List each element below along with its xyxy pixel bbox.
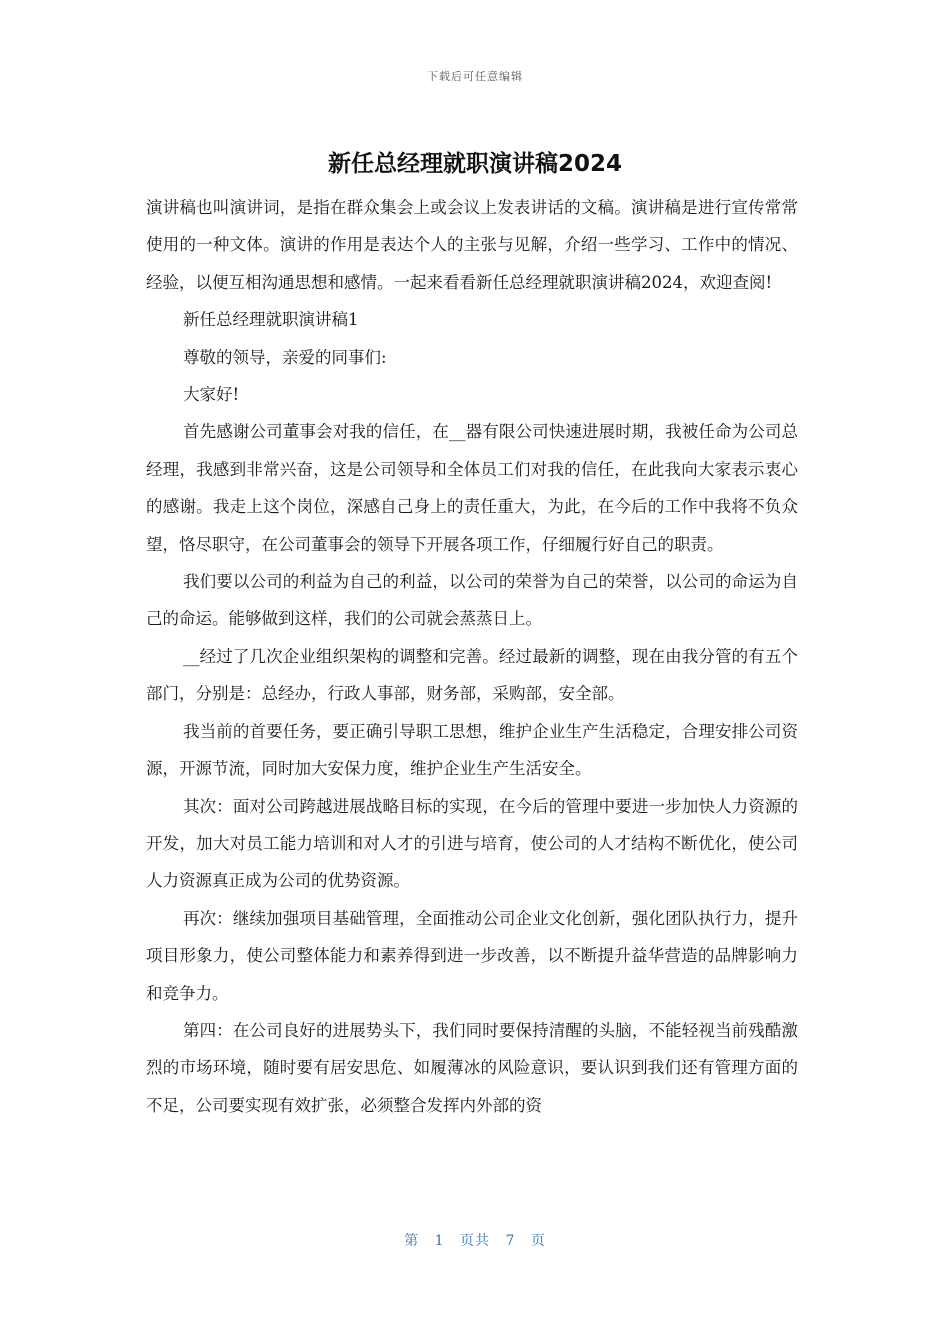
page-footer: [0, 1230, 950, 1250]
page-header-note: 下载后可任意编辑: [427, 70, 523, 83]
document-title: 新任总经理就职演讲稿2024: [327, 151, 622, 177]
intro-paragraph: 演讲稿也叫演讲词，是指在群众集会上或会议上发表讲话的文稿。演讲稿是进行宣传常常使用的一种文体。演讲的作用是表达个人的主张与见解，介绍一些学习、工作中的情况、经验，以便互相沟通思想和感情。一起来看看新任总经理就职演讲稿2024，欢迎查阅!: [146, 198, 798, 292]
body-paragraph: __经过了几次企业组织架构的调整和完善。经过最新的调整，现在由我分管的有五个部门，分别是：总经办，行政人事部，财务部，采购部，安全部。: [146, 646, 798, 704]
page-label-prefix: 第: [404, 1233, 420, 1249]
document-body: [146, 189, 798, 1124]
greeting: 大家好!: [183, 385, 240, 405]
body-paragraph: 我当前的首要任务，要正确引导职工思想，维护企业生产生活稳定，合理安排公司资源，开源节流，同时加大安保力度，维护企业生产生活安全。: [146, 721, 798, 779]
body-paragraph: 再次：继续加强项目基础管理，全面推动公司企业文化创新，强化团队执行力，提升项目形象力，使公司整体能力和素养得到进一步改善，以不断提升益华营造的品牌影响力和竞争力。: [146, 908, 798, 1003]
body-paragraph: 首先感谢公司董事会对我的信任，在__器有限公司快速进展时期，我被任命为公司总经理，我感到非常兴奋，这是公司领导和全体员工们对我的信任，在此我向大家表示衷心的感谢。我走上这个岗位，深感自己身上的责任重大，为此，在今后的工作中我将不负众望，恪尽职守，在公司董事会的领导下开展各项工作，仔细履行好自己的职责。: [146, 422, 798, 554]
salutation: 尊敬的领导，亲爱的同事们:: [183, 347, 387, 367]
speech-heading: 新任总经理就职演讲稿1: [183, 310, 359, 330]
body-paragraph: 第四：在公司良好的进展势头下，我们同时要保持清醒的头脑，不能轻视当前残酷激烈的市场环境，随时要有居安思危、如履薄冰的风险意识，要认识到我们还有管理方面的不足，公司要实现有效扩张，必须整合发挥内外部的资: [146, 1020, 798, 1115]
page-label-middle: 页共: [460, 1233, 490, 1249]
body-paragraph: 其次：面对公司跨越进展战略目标的实现，在今后的管理中要进一步加快人力资源的开发，加大对员工能力培训和对人才的引进与培育，使公司的人才结构不断优化，使公司人力资源真正成为公司的优势资源。: [146, 796, 798, 891]
total-pages-number: 7: [505, 1233, 516, 1249]
page-label-suffix: 页: [530, 1233, 546, 1249]
current-page-number: 1: [434, 1233, 445, 1249]
body-paragraph: 我们要以公司的利益为自己的利益，以公司的荣誉为自己的荣誉，以公司的命运为自己的命运。能够做到这样，我们的公司就会蒸蒸日上。: [146, 572, 798, 629]
